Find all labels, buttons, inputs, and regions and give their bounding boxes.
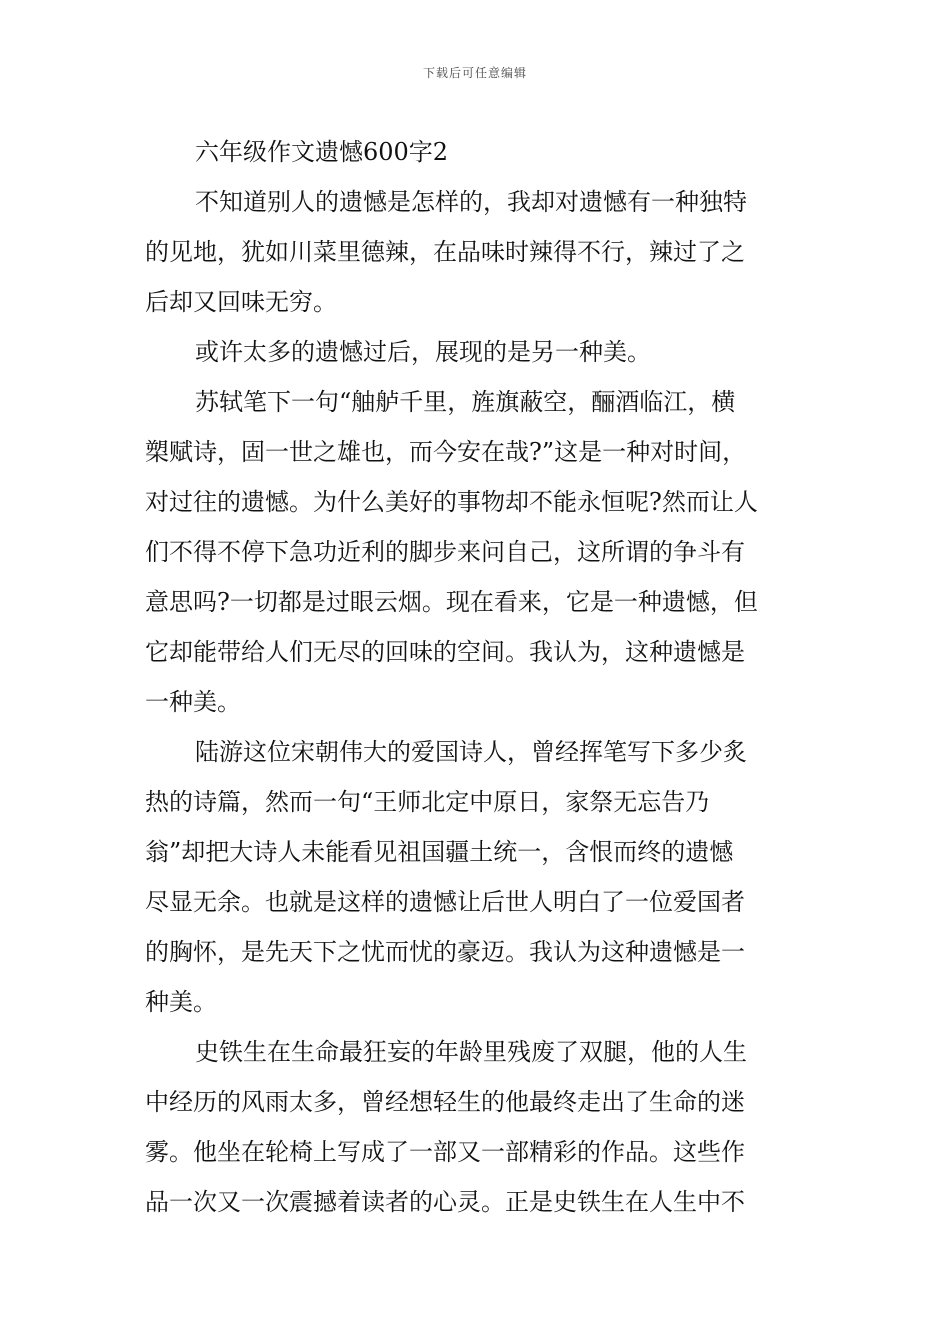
paragraph-line: 后却又回味无穷。 <box>145 288 337 316</box>
paragraph-line: 或许太多的遗憾过后，展现的是另一种美。 <box>195 338 651 366</box>
document-body <box>145 127 805 1227</box>
paragraph-line: 们不得不停下急功近利的脚步来问自己，这所谓的争斗有 <box>145 538 745 566</box>
paragraph-5 <box>145 1027 805 1227</box>
paragraph-line: 对过往的遗憾。为什么美好的事物却不能永恒呢?然而让人 <box>145 488 758 516</box>
paragraph-2 <box>145 327 805 377</box>
paragraph-line: 槊赋诗，固一世之雄也，而今安在哉?”这是一种对时间， <box>145 438 747 466</box>
paragraph-line: 一种美。 <box>145 688 241 716</box>
paragraph-line: 史铁生在生命最狂妄的年龄里残废了双腿，他的人生 <box>195 1038 747 1066</box>
paragraph-1 <box>145 177 805 327</box>
paragraph-line: 苏轼笔下一句“舳舻千里，旌旗蔽空，酾酒临江，横 <box>195 388 736 416</box>
paragraph-line: 它却能带给人们无尽的回味的空间。我认为，这种遗憾是 <box>145 638 745 666</box>
paragraph-line: 热的诗篇，然而一句“王师北定中原日，家祭无忘告乃 <box>145 788 710 816</box>
paragraph-line: 不知道别人的遗憾是怎样的，我却对遗憾有一种独特 <box>195 188 747 216</box>
paragraph-line: 陆游这位宋朝伟大的爱国诗人，曾经挥笔写下多少炙 <box>195 738 747 766</box>
paragraph-line: 意思吗?一切都是过眼云烟。现在看来，它是一种遗憾，但 <box>145 588 758 616</box>
paragraph-line: 尽显无余。也就是这样的遗憾让后世人明白了一位爱国者 <box>145 888 745 916</box>
paragraph-line: 种美。 <box>145 988 217 1016</box>
paragraph-line: 翁”却把大诗人未能看见祖国疆土统一，含恨而终的遗憾 <box>145 838 734 866</box>
essay-title: 六年级作文遗憾600字2 <box>195 138 449 166</box>
paragraph-line: 的见地，犹如川菜里德辣，在品味时辣得不行，辣过了之 <box>145 238 745 266</box>
paragraph-line: 雾。他坐在轮椅上写成了一部又一部精彩的作品。这些作 <box>145 1138 745 1166</box>
paragraph-4 <box>145 727 805 1027</box>
header-note: 下载后可任意编辑 <box>422 66 527 80</box>
paragraph-line: 中经历的风雨太多，曾经想轻生的他最终走出了生命的迷 <box>145 1088 745 1116</box>
paragraph-line: 的胸怀，是先天下之忧而忧的豪迈。我认为这种遗憾是一 <box>145 938 745 966</box>
paragraph-3 <box>145 377 805 727</box>
paragraph-line: 品一次又一次震撼着读者的心灵。正是史铁生在人生中不 <box>145 1188 745 1216</box>
